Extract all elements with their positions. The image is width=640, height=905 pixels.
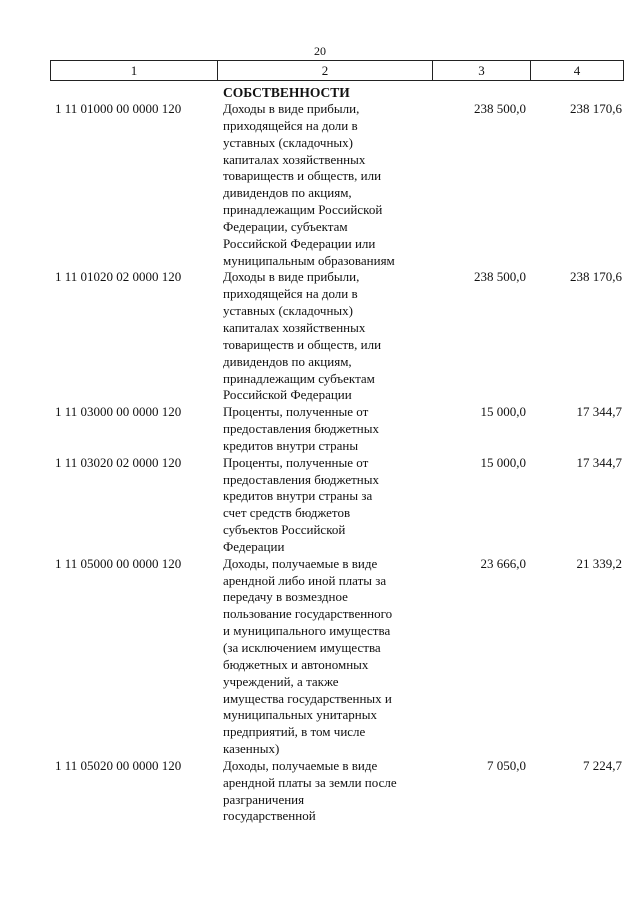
revenue-name-line: принадлежащим субъектам	[223, 370, 375, 386]
page-number: 20	[314, 44, 326, 58]
revenue-name-line: Российской Федерации или	[223, 235, 376, 251]
revenue-name-line: Проценты, полученные от	[223, 404, 369, 420]
amount-col-4: 238 170,6	[570, 269, 622, 285]
revenue-name-line: дивидендов по акциям,	[223, 353, 352, 369]
table-row	[50, 758, 624, 825]
revenue-name-line: передачу в возмездное	[223, 589, 348, 605]
amount-col-4: 238 170,6	[570, 101, 622, 116]
revenue-name-line: (за исключением имущества	[223, 640, 381, 655]
revenue-name-line: товариществ и обществ, или	[223, 336, 382, 352]
revenue-name	[217, 758, 432, 825]
revenue-name-line: муниципальным образованиям	[223, 252, 395, 268]
table-row	[50, 556, 624, 758]
revenue-name-line: учреждений, а также	[223, 673, 339, 689]
revenue-name-line: Российской Федерации	[223, 387, 352, 403]
amount-col-3: 7 050,0	[487, 757, 526, 773]
revenue-name-line: уставных (складочных)	[223, 303, 353, 319]
table-header-col-2: 2	[217, 60, 432, 81]
revenue-name-line: государственной	[223, 808, 316, 824]
revenue-name-line: Проценты, полученные от	[223, 454, 369, 470]
table-row	[50, 101, 624, 269]
amount-col-4: 17 344,7	[576, 454, 622, 470]
amount-col-4: 7 224,7	[583, 757, 622, 773]
revenue-name-line: Доходы, получаемые в виде	[223, 757, 378, 773]
revenue-name-line: Доходы в виде прибыли,	[223, 269, 360, 285]
revenue-name-line: Доходы, получаемые в виде	[223, 555, 378, 571]
table-row	[50, 269, 624, 404]
revenue-name-line: разграничения	[223, 791, 305, 807]
table-header-col-3: 3	[432, 60, 530, 81]
revenue-name-line: кредитов внутри страны за	[223, 488, 373, 504]
revenue-code: 1 11 03000 00 0000 120	[55, 404, 182, 420]
revenue-name-line: кредитов внутри страны	[223, 437, 359, 453]
revenue-name-line: бюджетных и автономных	[223, 656, 369, 672]
revenue-name	[217, 269, 432, 404]
revenue-name-line: Доходы в виде прибыли,	[223, 101, 360, 116]
amount-col-4: 21 339,2	[576, 555, 622, 571]
revenue-name-line: капиталах хозяйственных	[223, 151, 366, 167]
table-header-col-4: 4	[530, 60, 624, 81]
amount-col-4: 17 344,7	[576, 404, 622, 420]
table-header-row	[50, 60, 624, 81]
revenue-name-line: предоставления бюджетных	[223, 421, 379, 437]
revenue-code: 1 11 05000 00 0000 120	[55, 555, 182, 571]
revenue-name-line: субъектов Российской	[223, 522, 346, 538]
amount-col-3: 15 000,0	[480, 404, 526, 420]
revenue-name-line: муниципальных унитарных	[223, 707, 377, 723]
revenue-name-line: Федерации	[223, 538, 285, 554]
revenue-name	[217, 404, 432, 455]
revenue-name-line: Федерации, субъектам	[223, 218, 348, 234]
revenue-name-line: пользование государственного	[223, 606, 393, 622]
amount-col-3: 23 666,0	[480, 555, 526, 571]
amount-col-3: 15 000,0	[480, 454, 526, 470]
revenue-name-line: казенных)	[223, 741, 280, 757]
revenue-name-line: предоставления бюджетных	[223, 471, 379, 487]
amount-col-3: 238 500,0	[474, 101, 526, 116]
section-title: СОБСТВЕННОСТИ	[223, 85, 350, 100]
revenue-code: 1 11 01000 00 0000 120	[55, 101, 182, 116]
revenue-name	[217, 101, 432, 269]
amount-col-3: 238 500,0	[474, 269, 526, 285]
table-row	[50, 455, 624, 556]
revenue-code: 1 11 01020 02 0000 120	[55, 269, 182, 285]
revenue-code: 1 11 03020 02 0000 120	[55, 454, 182, 470]
revenue-name-line: и муниципального имущества	[223, 623, 391, 639]
table-body	[50, 101, 624, 825]
revenue-name-line: приходящейся на доли в	[223, 286, 358, 302]
revenue-name-line: товариществ и обществ, или	[223, 168, 382, 184]
table-row	[50, 404, 624, 455]
revenue-name-line: арендной платы за земли после	[223, 774, 397, 790]
revenue-name-line: предприятий, в том числе	[223, 724, 366, 740]
revenue-name-line: счет средств бюджетов	[223, 505, 351, 521]
revenue-name-line: капиталах хозяйственных	[223, 319, 366, 335]
table-header-col-1: 1	[50, 60, 217, 81]
revenue-name-line: уставных (складочных)	[223, 134, 353, 150]
revenue-name-line: дивидендов по акциям,	[223, 185, 352, 201]
revenue-code: 1 11 05020 00 0000 120	[55, 757, 182, 773]
revenue-name-line: приходящейся на доли в	[223, 117, 358, 133]
revenue-name	[217, 556, 432, 758]
revenue-name-line: арендной либо иной платы за	[223, 572, 387, 588]
revenue-name-line: принадлежащим Российской	[223, 202, 383, 218]
revenue-name	[217, 455, 432, 556]
revenue-name-line: имущества государственных и	[223, 690, 392, 706]
